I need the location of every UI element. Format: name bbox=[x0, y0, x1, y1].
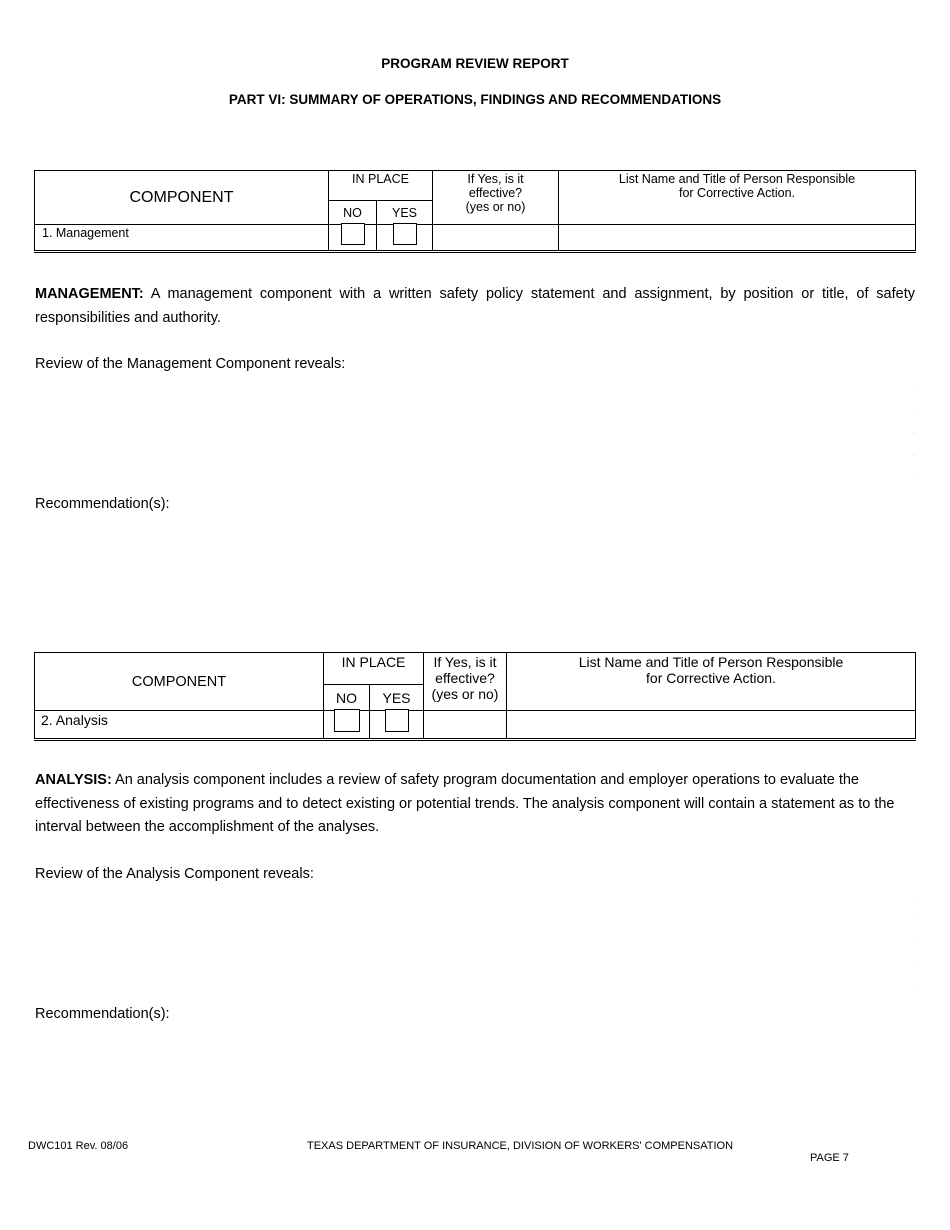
management-recommendation-label: Recommendation(s): bbox=[35, 496, 170, 512]
management-no-checkbox[interactable] bbox=[341, 223, 365, 245]
form-number: DWC101 Rev. 08/06 bbox=[28, 1140, 129, 1152]
responsible-header: List Name and Title of Person Responsible for Corrective Action. bbox=[507, 653, 916, 711]
analysis-no-checkbox[interactable] bbox=[334, 709, 360, 732]
analysis-review-label: Review of the Analysis Component reveals: bbox=[35, 866, 314, 882]
part-title: PART VI: SUMMARY OF OPERATIONS, FINDINGS AND RECOMMENDATIONS bbox=[228, 92, 722, 107]
analysis-yes-checkbox[interactable] bbox=[385, 709, 409, 732]
management-component-table bbox=[34, 170, 916, 253]
analysis-heading: ANALYSIS: bbox=[35, 772, 112, 788]
analysis-text: An analysis component includes a review of safety program documentation and employer operations to evaluate the effectiveness of existing programs and to detect existing or potential trends. The analysis component will contain a statement as to the interval between the accomplishment of the analyses. bbox=[35, 772, 895, 835]
analysis-responsible-field[interactable] bbox=[507, 711, 916, 740]
agency-name: TEXAS DEPARTMENT OF INSURANCE, DIVISION OF WORKERS' COMPENSATION bbox=[307, 1140, 734, 1152]
no-header: NO bbox=[329, 201, 377, 225]
management-no-cell bbox=[329, 225, 377, 252]
report-title: PROGRAM REVIEW REPORT bbox=[381, 56, 569, 71]
management-review-label: Review of the Management Component reveals: bbox=[35, 356, 346, 372]
margin-dots: · · · · · bbox=[913, 894, 915, 992]
in-place-header: IN PLACE bbox=[324, 653, 424, 685]
analysis-description bbox=[35, 769, 915, 840]
management-responsible-field[interactable] bbox=[559, 225, 916, 252]
margin-dots: · · · · · bbox=[913, 384, 915, 482]
analysis-component-table bbox=[34, 652, 916, 741]
effective-header: If Yes, is it effective? (yes or no) bbox=[424, 653, 507, 711]
page-number: PAGE 7 bbox=[810, 1152, 849, 1164]
analysis-row-label: 2. Analysis bbox=[35, 711, 324, 740]
management-effective-field[interactable] bbox=[433, 225, 559, 252]
analysis-recommendation-label: Recommendation(s): bbox=[35, 1006, 170, 1022]
analysis-yes-cell bbox=[370, 711, 424, 740]
yes-header: YES bbox=[370, 685, 424, 711]
component-header: COMPONENT bbox=[35, 171, 329, 225]
component-header: COMPONENT bbox=[35, 653, 324, 711]
management-row-label: 1. Management bbox=[35, 225, 329, 252]
analysis-no-cell bbox=[324, 711, 370, 740]
in-place-header: IN PLACE bbox=[329, 171, 433, 201]
yes-header: YES bbox=[377, 201, 433, 225]
responsible-header: List Name and Title of Person Responsible for Corrective Action. bbox=[559, 171, 916, 225]
management-yes-checkbox[interactable] bbox=[393, 223, 417, 245]
effective-header: If Yes, is it effective? (yes or no) bbox=[433, 171, 559, 225]
analysis-effective-field[interactable] bbox=[424, 711, 507, 740]
no-header: NO bbox=[324, 685, 370, 711]
management-yes-cell bbox=[377, 225, 433, 252]
management-text: A management component with a written safety policy statement and assignment, by position or title, of safety responsibilities and authority. bbox=[35, 286, 915, 326]
management-description bbox=[35, 283, 915, 330]
management-heading: MANAGEMENT: bbox=[35, 286, 144, 302]
